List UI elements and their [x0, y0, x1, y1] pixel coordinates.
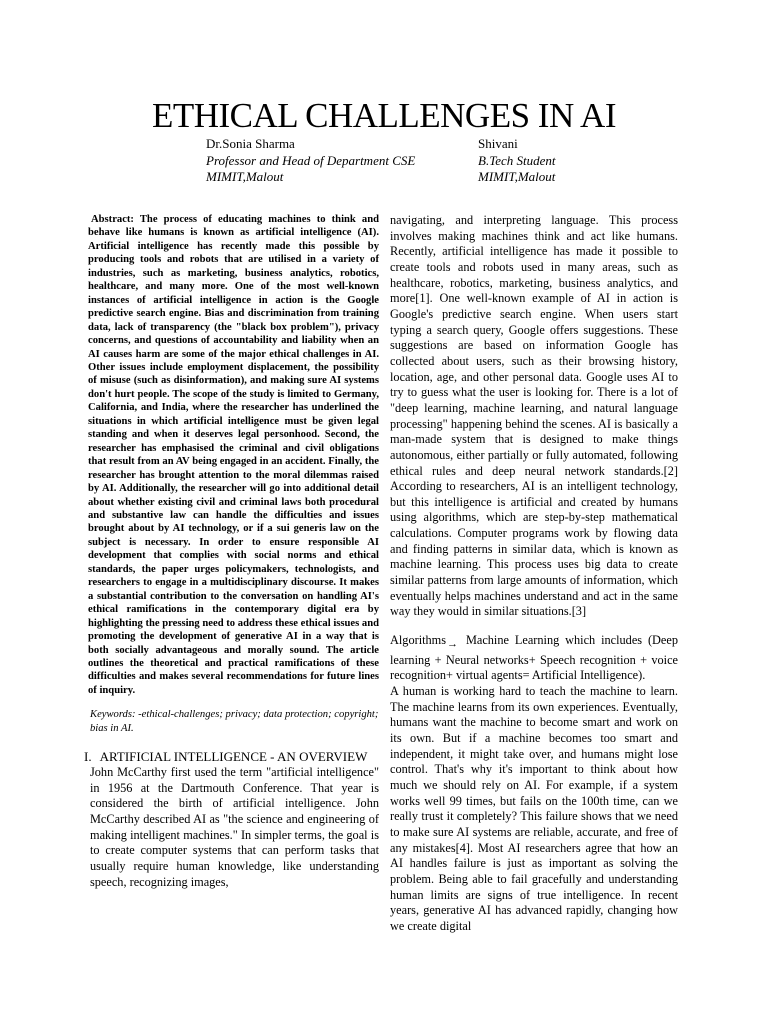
section-heading [84, 749, 379, 765]
keywords: Keywords: -ethical-challenges; privacy; data protection; copyright; bias in AI. [90, 709, 379, 734]
section-number: I. [84, 749, 92, 765]
section-title: ARTIFICIAL INTELLIGENCE - AN OVERVIEW [99, 749, 368, 765]
author-role: Professor and Head of Department CSE [206, 152, 416, 168]
right-arrow-icon: → [447, 638, 459, 651]
author-affiliation: MIMIT,Malout [206, 169, 284, 184]
author-block-1 [206, 136, 415, 186]
author-block-2 [478, 136, 556, 186]
body-paragraph: A human is working hard to teach the machine to learn. The machine learns from its own experiences. Eventually, humans want the machine to become smart and work on its own. But if a machine becomes too smart and independent, it might take over, and humans might lose control. That's why it's important to think about how much we should rely on AI. For example, if a system works well 99 times, but fails on the 100th time, can we really trust it completely? This failure shows that we need to make sure AI systems are reliable, accurate, and free of any mistakes[4]. Most AI researchers agree that how an AI handles failure is just as important as solving the problem. Being able to fail gracefully and understanding human limits are signs of true intelligence. In recent years, generative AI has advanced rapidly, changing how we create digital [390, 684, 678, 933]
author-role: B.Tech Student [478, 152, 556, 168]
author-name: Dr.Sonia Sharma [206, 136, 295, 151]
author-name: Shivani [478, 136, 518, 151]
author-affiliation: MIMIT,Malout [478, 169, 556, 184]
body-paragraph: navigating, and interpreting language. This process involves making machines think and act like humans. Recently, artificial intelligence has made it possible to create tools and robots used in many areas, such as healthcare, robotics, marketing, business analytics, and more[1]. One well-known example of AI in action is Google's predictive search engine. When users start typing a search query, Google offers suggestions. These suggestions are based on information Google has collected about users, such as their browsing history, location, age, and other personal data. Google uses AI to try to guess what the user is looking for. There is a lot of "deep learning, machine learning, and natural language processing" happening behind the scenes. AI is basically a man-made system that is designed to make things autonomous, either partially or fully automated, following ethical rules and deep neural network standards.[2] According to researchers, AI is an intelligent technology, but this intelligence is artificial and created by humans using algorithms, which are step-by-step mathematical calculations. Computer programs work by flowing data and finding patterns in similar data, which is known as machine learning. This process uses big data to create similar patterns from large amounts of information, which eventually helps machines understand and act in the same way they would in similar situations.[3] [390, 213, 678, 619]
algorithm-label: Algorithms [390, 633, 447, 648]
right-column [390, 213, 678, 935]
algorithm-equation [390, 633, 678, 684]
paper-title: ETHICAL CHALLENGES IN AI [151, 96, 616, 135]
algorithm-definition: Machine Learning which includes (Deep learning + Neural networks+ Speech recognition + voice recognition+ virtual agents= Artificial Intelligence). [390, 633, 678, 683]
left-column [84, 213, 379, 890]
abstract: Abstract: The process of educating machines to think and behave like humans is known as artificial intelligence (AI). Artificial intelligence has recently made this possible by producing tools and robots that are utilised in a variety of industries, such as marketing, business analytics, robotics, healthcare, and many more. One of the most well-known instances of artificial intelligence in action is the Google predictive search engine. Bias and discrimination from training data, lack of transparency (the "black box problem"), privacy concerns, and questions of accountability and liability when an AI causes harm are some of the major ethical challenges in AI. Other issues include employment displacement, the possibility of misuse (such as disinformation), and making sure AI systems don't hurt people. The scope of the study is limited to Germany, California, and India, where the researcher has underlined the situations in which artificial intelligence must be given legal standing and when it deserves legal personhood. Second, the researcher has emphasised the criminal and civil obligations that result from an AV being engaged in an accident. Finally, the researcher has brought attention to the moral dilemmas raised by AI. Additionally, the researcher will go into additional detail about whether existing civil and criminal laws both procedural and substantive law can handle the difficulties and issues brought about by AI technology, or if a sui generis law on the subject is necessary. In order to ensure responsible AI development that complies with social norms and ethical standards, the paper urges policymakers, technologists, and researchers to engage in a multidisciplinary discourse. It makes a substantial contribution to the conversation on handling AI's ethical ramifications in the contemporary digital era by highlighting the pressing need to address these ethical issues and promoting the development of generative AI in a way that is both socially advantageous and morally sound. The article outlines the theoretical and practical ramifications of these difficulties and makes several recommendations for future lines of inquiry. [88, 214, 379, 696]
body-paragraph: John McCarthy first used the term "artificial intelligence" in 1956 at the Dartmouth Conference. That year is considered the birth of artificial intelligence. John McCarthy described AI as "the science and engineering of making intelligent machines." In simpler terms, the goal is to create computer systems that can perform tasks that usually require human knowledge, like understanding speech, recognizing images, [90, 765, 379, 889]
